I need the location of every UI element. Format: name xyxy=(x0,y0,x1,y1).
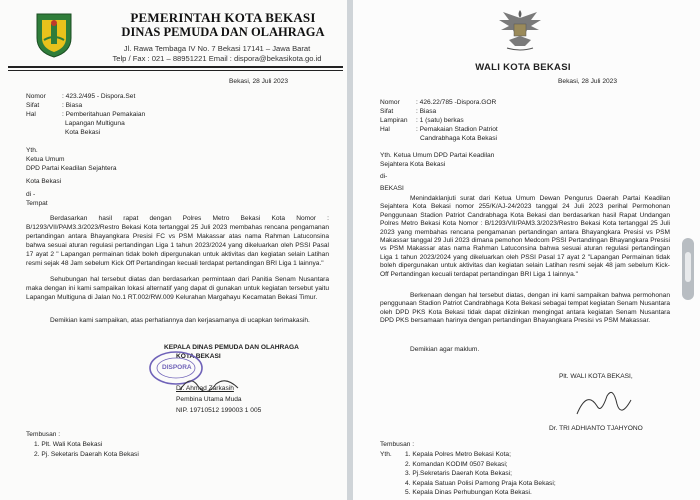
scrollbar-thumb[interactable] xyxy=(685,252,691,282)
letterhead-line2: DINAS PEMUDA DAN OLAHRAGA xyxy=(121,25,325,39)
meta-row: Candrabhaga Kota Bekasi xyxy=(420,135,497,142)
letterhead-address: Jl. Rawa Tembaga IV No. 7 Bekasi 17141 – Jawa Barat xyxy=(123,44,311,53)
garuda-emblem-icon xyxy=(495,6,545,54)
list-item: 2. Komandan KODIM 0507 Bekasi; xyxy=(405,460,508,468)
meta-row: Lapangan Multiguna xyxy=(65,120,125,127)
letter-meta xyxy=(380,98,600,143)
kota-bekasi-crest-icon xyxy=(34,10,74,58)
stamp-label: DISPORA xyxy=(162,364,192,371)
recipient-block: Yth. Ketua Umum DPD Partai Keadilan Sejahtera Kota Bekasi di- BEKASI xyxy=(380,152,495,192)
meta-row: Lampiran : 1 (satu) berkas xyxy=(380,117,464,124)
signer-name: Dr. Ahmad Zarkasih xyxy=(176,385,234,392)
meta-row: Nomor : 423.2/495 - Dispora.Set xyxy=(26,93,136,100)
header-rule xyxy=(8,66,343,68)
paragraph-2: Berkenaan dengan hal tersebut diatas, dengan ini kami sampaikan bahwa permohonan penggunaan Stadion Patriot Candrabhaga Kota Bekasi sebagai tempat kegiatan Senam Nusantara oleh DPD PKS Kota Bekasi tidak dapat diizinkan mengingat antara kegiatan Senam Nusantara DPD PKS bersamaan harinya dengan pertandingan Bhayangkara Presisi vs PSM Makassar. xyxy=(380,292,670,325)
paragraph-1: Berdasarkan hasil rapat dengan Polres Metro Bekasi Kota Nomor : B/1293/VII/PAM3.3/2023/Restro Bekasi Kota tertanggal 25 Juli 2023 membahas rencana pengamanan pertandingan antara Bhayangkara Presisi FC vs PSM Makassar atas nama Rahman Latuconsina bahwa sesuai aturan regulasi pertandingan Liga 1 tahun 2023/2024 yang dikeluarkan oleh PSSI Pasal 17 ayat 2 " Lapangan permainan tidak boleh dipergunakan untuk aktivitas dan kegiatan selain Latihan resmi sejak 48 Jam sebelum Kick Off Pertandingan kecuali terdapat pertandingan BRI Liga 1 lainnya." xyxy=(26,215,329,267)
letterhead-contact: Telp / Fax : 021 – 88951221 Email : dispora@bekasikota.go.id xyxy=(112,54,322,63)
list-item: 1. Kepala Polres Metro Bekasi Kota; xyxy=(405,451,511,458)
meta-row: Hal : Pemberitahuan Pemakaian xyxy=(26,111,146,118)
paragraph-3: Demikian agar maklum. xyxy=(410,346,480,353)
signature-icon xyxy=(571,384,641,424)
tembusan-label: Tembusan : xyxy=(380,441,415,448)
meta-row: Nomor : 426.22/785 -Dispora.GOR xyxy=(380,99,497,106)
meta-row: Sifat : Biasa xyxy=(380,108,437,115)
meta-row: Hal : Pemakaian Stadion Patriot xyxy=(380,126,498,133)
letter-dispora xyxy=(0,0,347,500)
letter-walikota xyxy=(353,0,700,500)
meta-row: Kota Bekasi xyxy=(65,129,101,136)
paragraph-2: Sehubungan hal tersebut diatas dan berdasarkan permintaan dari Panitia Senam Nusantara maka dengan ini kami sampaikan lokasi alternatif yang dapat di gunakan untuk kegiatan tersebut yaitu Lapangan Multiguna di Jalan No.1 RT.002/RW.009 Kelurahan Margahayu Kecamatan Bekasi Timur. xyxy=(26,276,329,301)
header-rule-thin xyxy=(8,70,343,71)
tembusan-yth: Yth. xyxy=(380,451,392,458)
recipient-block: Yth. Ketua Umum DPD Partai Keadilan Sejahtera Kota Bekasi di - Tempat xyxy=(26,147,117,207)
paragraph-3: Demikian kami sampaikan, atas perhatiannya dan kerjasamanya di ucapkan terimakasih. xyxy=(50,317,310,324)
signer-name: Dr. TRI ADHIANTO TJAHYONO xyxy=(549,425,643,432)
letter-date: Bekasi, 28 Juli 2023 xyxy=(229,78,289,85)
signer-nip: NIP. 19710512 199003 1 005 xyxy=(176,407,262,414)
tembusan-list xyxy=(405,450,556,498)
meta-row: Sifat : Biasa xyxy=(26,102,83,109)
list-item: 4. Kepala Satuan Polisi Pamong Praja Kota Bekasi; xyxy=(405,479,556,487)
sign-title: KEPALA DINAS PEMUDA DAN OLAHRAGA xyxy=(164,344,299,351)
letter-meta xyxy=(26,92,226,137)
letterhead-line1: PEMERINTAH KOTA BEKASI xyxy=(130,10,316,25)
letterhead-title: WALI KOTA BEKASI xyxy=(475,62,571,73)
letter-date: Bekasi, 28 Juli 2023 xyxy=(558,78,618,85)
sign-title: Plt. WALI KOTA BEKASI, xyxy=(559,373,633,380)
list-item: 3. Pj.Sekretaris Daerah Kota Bekasi; xyxy=(405,470,513,478)
list-item: 5. Kepala Dinas Perhubungan Kota Bekasi. xyxy=(405,489,532,497)
sign-title-city: KOTA BEKASI xyxy=(176,353,221,360)
tembusan-block: Tembusan : 1. Plt. Wali Kota Bekasi 2. Pj. Seketaris Daerah Kota Bekasi xyxy=(26,431,139,458)
paragraph-1: Menindaklanjuti surat dari Ketua Umum Dewan Pengurus Daerah Partai Keadilan Sejahtera Kota Bekasi nomor 255/K/AJ-24/2023 tanggal 24 Juli 2023 perihal Permohonan Penggunaan Stadion Patriot Candrabhaga Kota Bekasi dan berdasarkan hasil Rapat Undangan Polres Metro Bekasi Kota Nomor : B/1293/VII/PAM3.3/2023/Restro Bekasi Kota tertanggal 25 Juli 2023 yang membahas rencana pengamanan pertandingan antara Bhayangkara Presisi vs PSM Makassar tanggal 29 Juli 2023 dimana pemohon Medcom PSSI Pertandingan Bhayangkara Presisi vs PSM Makassar atas nama Rahman Latuconsina bahwa sesuai aturan regulasi pertandingan Liga 1 tahun 2023/2024 yang dikeluarkan oleh PSSI Pasal 17 ayat 2 "Lapangan Permainan tidak boleh dipergunakan untuk aktivitas dan kegiatan selain Latihan resmi sejak 48 jam sebelum Kick-Off Pertandingan kecuali terdapat pertandingan BRI Liga 1 lainnya." xyxy=(380,195,670,278)
signer-rank: Pembina Utama Muda xyxy=(176,396,242,403)
